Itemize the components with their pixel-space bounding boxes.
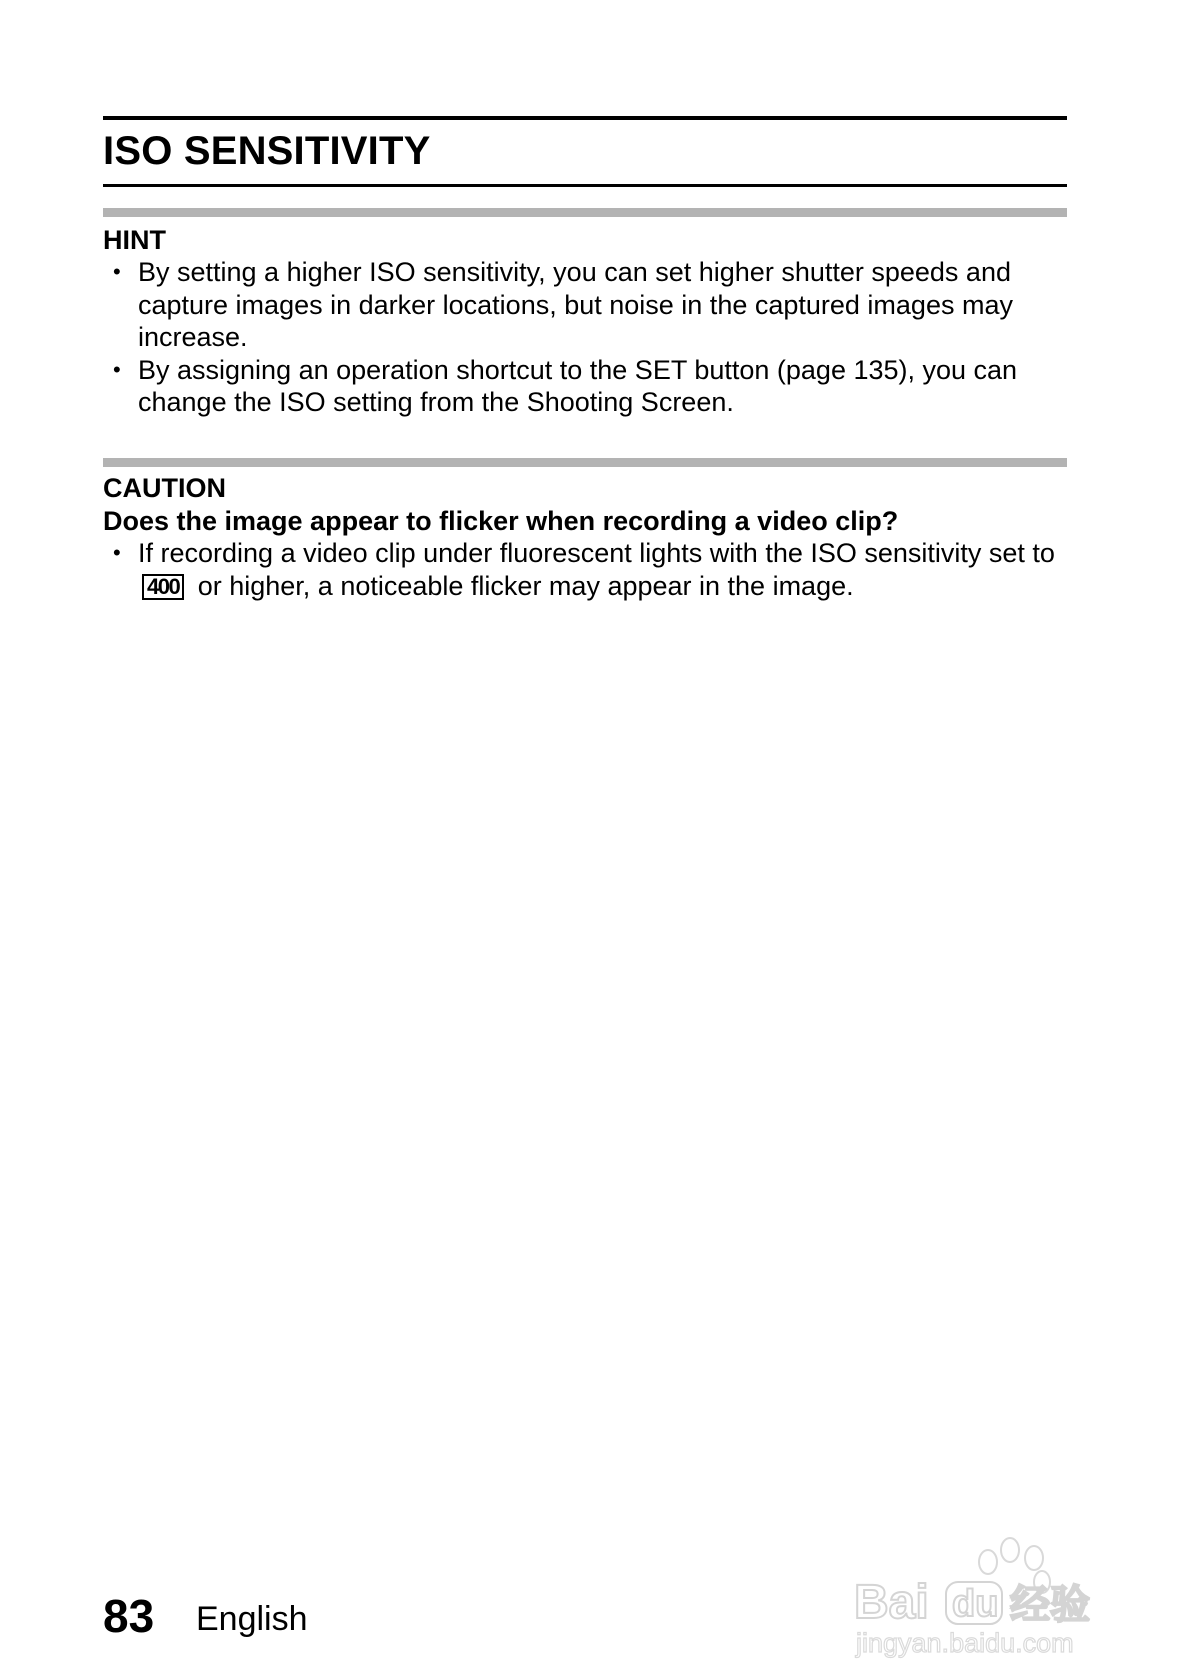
- hint-label: HINT: [103, 225, 166, 255]
- caution-item: [103, 537, 1073, 602]
- page-title: ISO SENSITIVITY: [103, 129, 431, 173]
- svg-text:经验: 经验: [1010, 1582, 1090, 1628]
- baidu-jingyan-watermark-logo: [840, 1510, 1140, 1660]
- caution-divider: [103, 458, 1067, 467]
- iso-400-icon: 400: [142, 574, 184, 600]
- bullet-icon: •: [113, 259, 121, 284]
- hint-item: [103, 256, 1073, 354]
- caution-item-text-after: or higher, a noticeable flicker may appear in the image.: [197, 570, 854, 601]
- bullet-icon: •: [113, 356, 121, 382]
- caution-label: CAUTION: [103, 473, 226, 503]
- caution-question: Does the image appear to flicker when recording a video clip?: [103, 506, 899, 536]
- hint-list: [103, 256, 1073, 419]
- watermark-brand-text: Bai: [854, 1576, 929, 1629]
- hint-item-text: By assigning an operation shortcut to the SET button (page 135), you can change the ISO setting from the Shooting Screen.: [138, 354, 1018, 417]
- title-bottom-rule: [103, 184, 1067, 187]
- bullet-icon: •: [113, 540, 121, 565]
- caution-item-text-before: If recording a video clip under fluorescent lights with the ISO sensitivity set to: [138, 538, 1055, 568]
- hint-item-text: By setting a higher ISO sensitivity, you can set higher shutter speeds and capture images in darker locations, but noise in the captured images may increase.: [138, 257, 1013, 352]
- caution-list: [103, 537, 1073, 602]
- page-number: 83: [103, 1590, 155, 1642]
- language-label: English: [196, 1600, 308, 1638]
- hint-item: [103, 354, 1073, 419]
- watermark-url-text: jingyan.baidu.com: [856, 1628, 1074, 1658]
- title-top-rule: [103, 116, 1067, 120]
- hint-divider: [103, 208, 1067, 217]
- svg-text:du: du: [952, 1583, 999, 1625]
